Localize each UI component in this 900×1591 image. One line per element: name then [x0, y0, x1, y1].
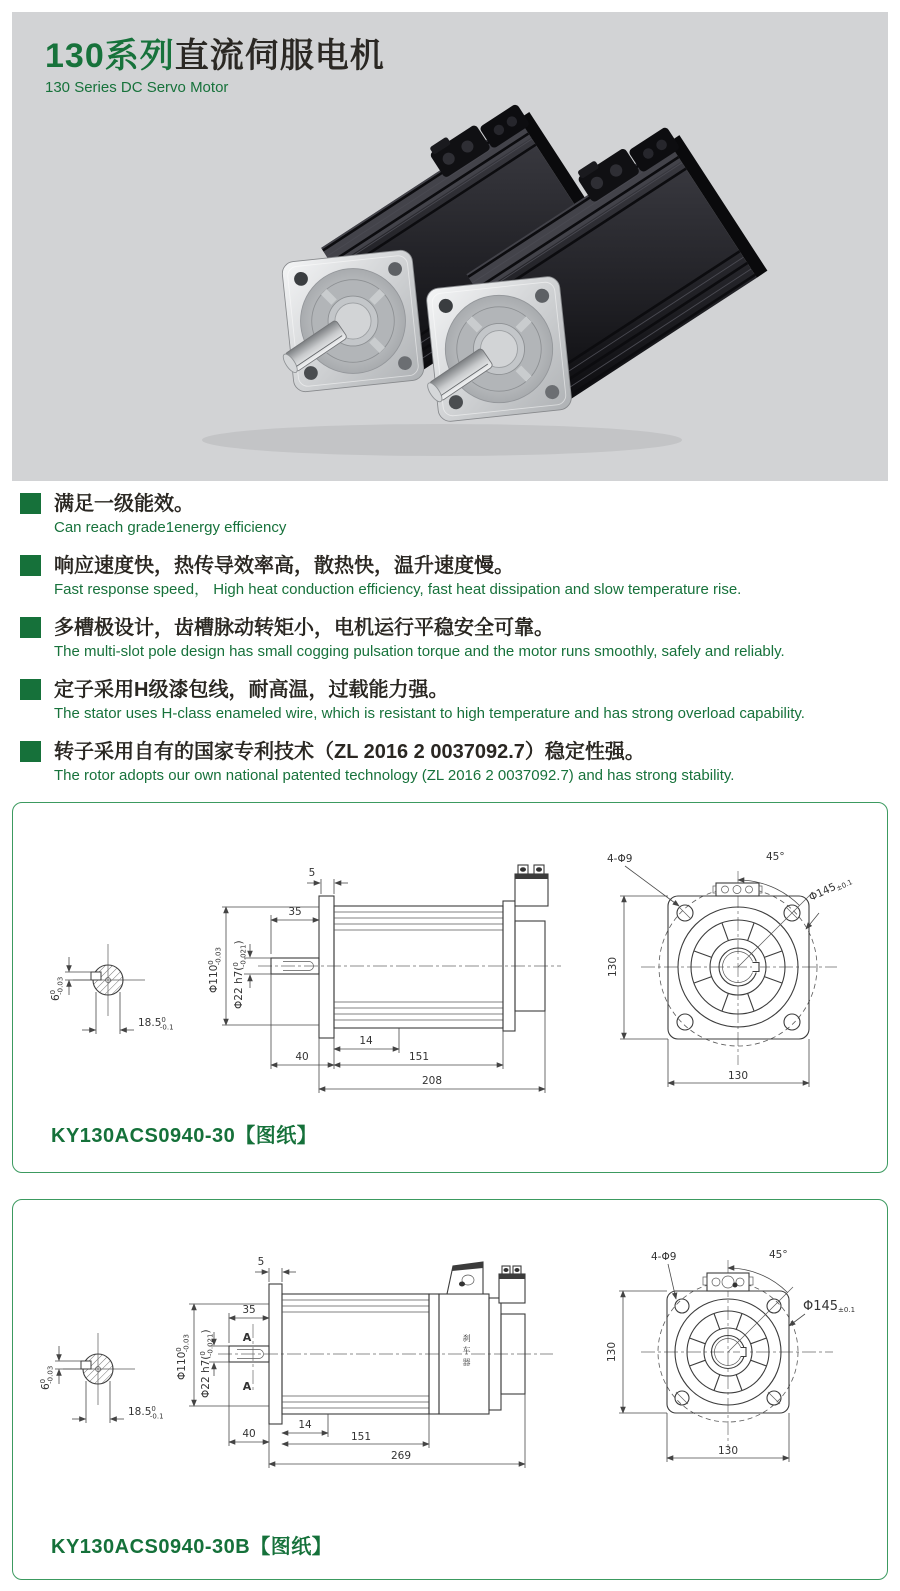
dim-shaft-diameter: Φ22 h7($^0$-0.021) [232, 940, 248, 1009]
dim-flange-height: 130 [606, 1341, 618, 1363]
section-label-a-top: A [242, 1331, 252, 1344]
feature-en: The multi-slot pole design has small cogging pulsation torque and the motor runs smoothly, safely and reliably. [54, 643, 785, 660]
feature-en: The stator uses H-class enameled wire, which is resistant to high temperature and has strong overload capability. [54, 705, 805, 722]
shaft-end-view [39, 1333, 164, 1423]
dim-bolt-circle: Φ145±0.1 [803, 1299, 856, 1314]
dim-front-length: 40 [295, 1051, 309, 1063]
dim-bolt-holes: 4-Φ9 [607, 853, 633, 865]
drawing-caption-2: KY130ACS0940-30B【图纸】 [51, 1536, 333, 1558]
dim-hole-angle: 45° [769, 1249, 788, 1261]
page-title-type: 直流伺服电机 [174, 37, 385, 75]
title-block [45, 36, 385, 96]
dim-key-height: 18.5$^0$ -0.1 [138, 1016, 174, 1032]
dim-flange-thickness: 5 [308, 867, 316, 879]
technical-drawing-2 [13, 1200, 886, 1578]
bullet-square-icon [20, 617, 41, 638]
dim-front-length: 40 [242, 1428, 256, 1440]
motor-shadow [202, 424, 682, 456]
dim-total-length: 269 [390, 1450, 412, 1462]
bullet-square-icon [20, 493, 41, 514]
dim-key-height: 18.5$^0$ -0.1 [128, 1405, 164, 1421]
dim-shaft-diameter: Φ22 h7($^0$-0.021) [199, 1329, 215, 1398]
dim-step: 14 [298, 1419, 312, 1431]
dim-body-length: 151 [408, 1051, 430, 1063]
page-title-series: 130系列 [45, 37, 175, 75]
dim-body-length: 151 [350, 1431, 372, 1443]
drawing-caption-1: KY130ACS0940-30【图纸】 [51, 1125, 318, 1147]
feature-item [20, 553, 884, 600]
feature-item [20, 491, 884, 538]
drawing-panel-1 [12, 802, 888, 1173]
feature-en: The rotor adopts our own national patented technology (ZL 2016 2 0037092.7) and has strong stability. [54, 767, 735, 784]
section-label-a-bottom: A [242, 1380, 252, 1393]
dim-bolt-circle: Φ145±0.1 [807, 878, 854, 904]
dim-step: 14 [359, 1035, 373, 1047]
dim-flange-height: 130 [607, 956, 619, 978]
feature-zh: 转子采用自有的国家专利技术（ZL 2016 2 0037092.7）稳定性强。 [54, 741, 645, 763]
hero-banner [12, 12, 888, 481]
feature-en: Can reach grade1energy efficiency [54, 519, 287, 536]
front-view [607, 851, 854, 1087]
dim-flange-width: 130 [727, 1070, 749, 1082]
drawing-panel-2 [12, 1199, 888, 1580]
dim-flange-thickness: 5 [257, 1256, 265, 1268]
technical-drawing-1 [13, 803, 886, 1171]
brake-section-label: 刹车器 [462, 1334, 471, 1370]
side-view [207, 865, 561, 1093]
feature-item [20, 615, 884, 662]
bullet-square-icon [20, 741, 41, 762]
dim-flange-width: 130 [717, 1445, 739, 1457]
feature-zh: 多槽极设计，齿槽脉动转矩小，电机运行平稳安全可靠。 [54, 617, 554, 639]
feature-zh: 定子采用H级漆包线，耐高温，过载能力强。 [54, 679, 449, 701]
dim-key-width: $6^0-0.03$ [49, 976, 65, 1001]
front-view [606, 1249, 855, 1462]
dim-spigot-diameter: $\Phi 110^0-0.03$ [175, 1334, 191, 1380]
dim-total-length: 208 [421, 1075, 443, 1087]
side-view [175, 1256, 553, 1468]
dim-shaft-length: 35 [288, 906, 302, 918]
dim-hole-angle: 45° [766, 851, 785, 863]
feature-item [20, 739, 884, 786]
page-subtitle: 130 Series DC Servo Motor [45, 79, 229, 96]
dim-shaft-length: 35 [242, 1304, 256, 1316]
feature-zh: 响应速度快，热传导效率高，散热快，温升速度慢。 [54, 555, 514, 577]
feature-item [20, 677, 884, 724]
feature-en: Fast response speed， High heat conduction efficiency, fast heat dissipation and slow temperature rise. [54, 581, 742, 598]
dim-bolt-holes: 4-Φ9 [651, 1251, 677, 1263]
page-title [45, 36, 385, 76]
bullet-square-icon [20, 555, 41, 576]
dim-spigot-diameter: $\Phi 110^0-0.03$ [207, 947, 223, 993]
feature-zh: 满足一级能效。 [54, 493, 194, 515]
shaft-end-view [49, 944, 174, 1034]
bullet-square-icon [20, 679, 41, 700]
dim-key-width: $6^0-0.03$ [39, 1365, 55, 1390]
feature-list [20, 491, 884, 801]
